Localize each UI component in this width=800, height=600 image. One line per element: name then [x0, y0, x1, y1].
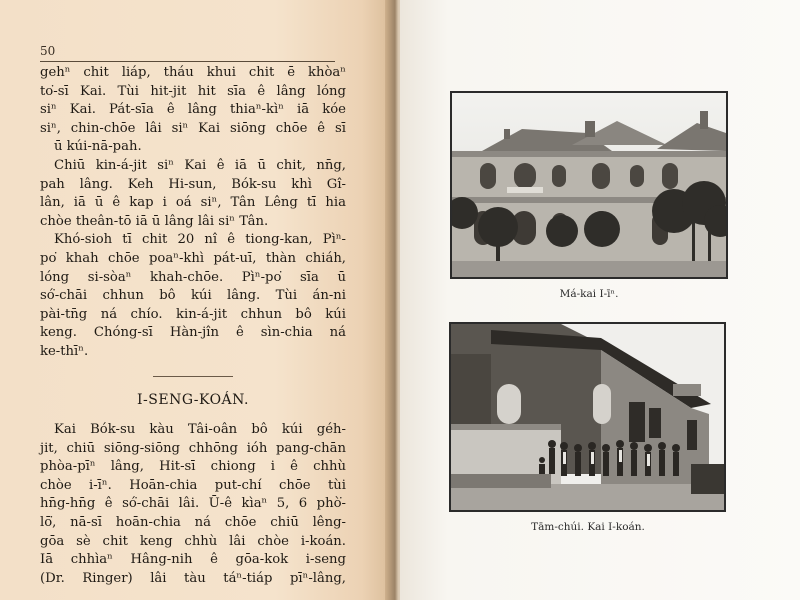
photo-1-caption: Má-kai I-īⁿ.	[559, 288, 619, 300]
text-line: chòe i-īⁿ. Hoān-chia put-chí chōe tùi	[40, 477, 346, 493]
page-number: 50	[40, 44, 56, 58]
text-line: phòa-pīⁿ lâng, Hit-sī chiong i ê chhù	[40, 459, 346, 475]
section-heading: I-SENG-KOÁN.	[137, 391, 249, 408]
text-line: gōa sè chit keng chhù lâi chòe i-koán.	[40, 533, 346, 549]
paragraph-1	[40, 64, 346, 157]
text-line: chòe theân-tō iā ū lâng lâi siⁿ Tân.	[40, 213, 269, 229]
text-line: lóng si-sòaⁿ khah-chōe. Pìⁿ-po͘ sīa ū	[40, 269, 346, 285]
text-line: lân, iā ū ê kap i oá siⁿ, Tân Lêng tī hia	[40, 195, 346, 211]
text-line: to͘-sī Kai. Tùi hit-jit hit sīa ê lâng lóng	[40, 83, 346, 99]
body-text	[40, 64, 346, 588]
text-line: jit, chiū siōng-siōng chhōng ióh pang-chān	[40, 440, 346, 456]
text-line: lō͘, nā-sī hoān-chia ná chōe chiū lêng-	[40, 515, 346, 531]
text-line: só͘-chāi chhun bô kúi lâng. Tùi án-ni	[40, 288, 346, 304]
text-line: Kai Bók-su kàu Tâi-oân bô kúi géh-	[54, 422, 346, 438]
text-line: ke-thīⁿ.	[40, 343, 89, 359]
text-line: Khó-sioh tī chit 20 nî ê tiong-kan, Pìⁿ-	[54, 232, 346, 248]
text-line: pài-tn̄g ná chío. kin-á-jit chhun bô kúi	[40, 306, 346, 322]
paragraph-2	[40, 157, 346, 231]
text-line: siⁿ, chin-chōe lâi siⁿ Kai siōng chōe ê sī	[40, 120, 346, 136]
photo-2-caption: Tām-chúi. Kai I-koán.	[531, 521, 645, 533]
header-rule	[40, 61, 335, 62]
text-line: gehⁿ chit liáp, tháu khui chit ē khòaⁿ	[40, 65, 346, 80]
text-line: hn̄g-hn̄g ê só͘-chāi lâi. Ū-ê kìaⁿ 5, 6 phò͘-	[40, 496, 346, 512]
text-line: keng. Chóng-sī Hàn-jîn ê sìn-chia ná	[40, 325, 346, 341]
text-line: pah lâng. Keh Hi-sun, Bók-su khì Gî-	[40, 176, 346, 192]
text-line: ū kúi-nā-pah.	[54, 139, 142, 155]
text-line: siⁿ Kai. Pát-sīa ê lâng thiaⁿ-kìⁿ iā kóe	[40, 102, 346, 118]
text-line: Iā chhìaⁿ Hâng-nih ê gōa-kok i-seng	[40, 552, 346, 568]
paragraph-3	[40, 231, 346, 361]
section-divider	[153, 376, 233, 377]
clinic-building-photo	[449, 322, 726, 512]
text-line: Chiū kin-á-jit siⁿ Kai ê iā ū chit, nn̄g,	[54, 157, 346, 173]
paragraph-4	[40, 421, 346, 588]
text-line: po͘ khah chōe poaⁿ-khì pát-uī, thàn chiáh,	[40, 250, 346, 266]
text-line: (Dr. Ringer) lâi tàu táⁿ-tiáp pīⁿ-lâng,	[40, 570, 346, 586]
left-page	[0, 0, 393, 600]
hospital-building-photo	[450, 91, 728, 279]
